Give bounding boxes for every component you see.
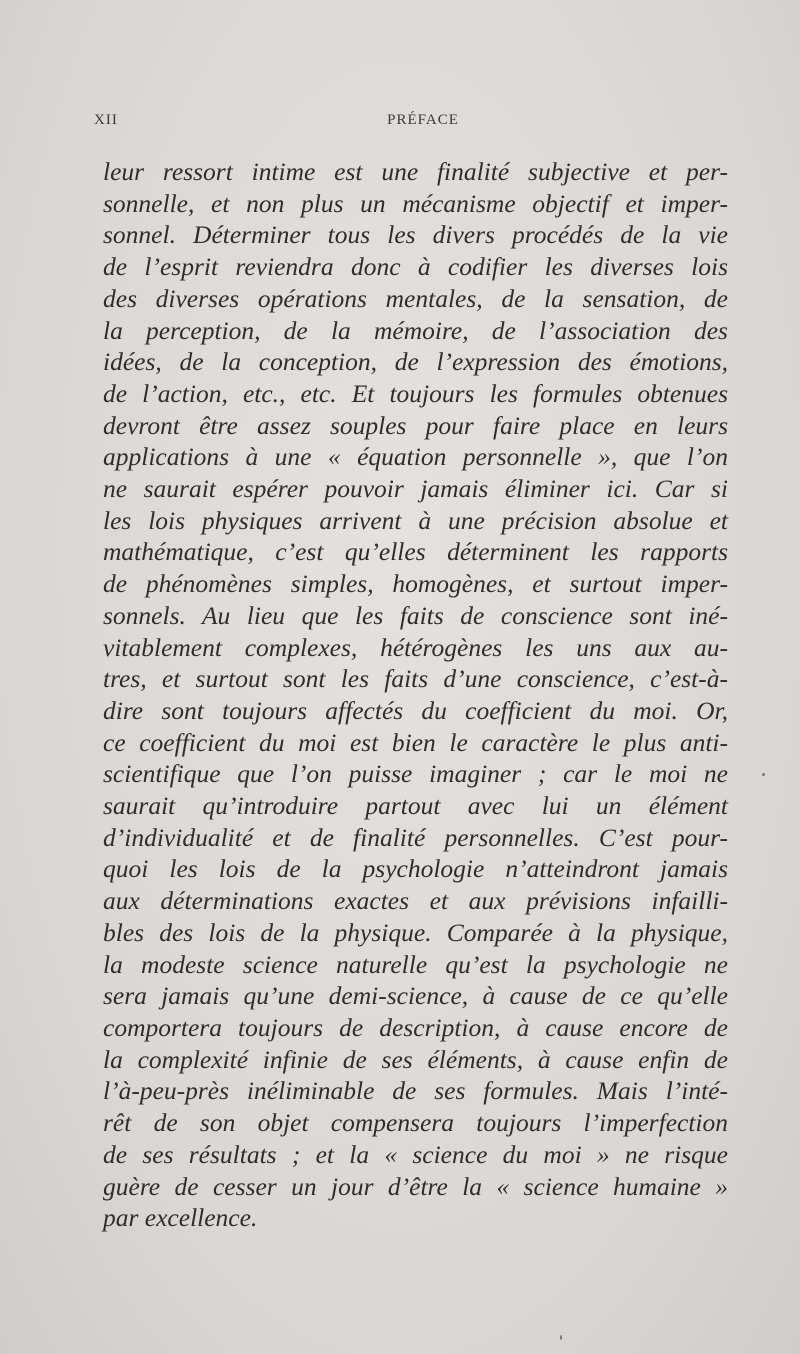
text-line: des diverses opérations mentales, de la sensation, de <box>103 283 728 313</box>
text-line: sonnels. Au lieu que les faits de conscience sont iné- <box>103 600 728 630</box>
text-line: ce coefficient du moi est bien le caractère le plus anti- <box>103 727 728 757</box>
text-line: de phénomènes simples, homogènes, et surtout imper- <box>103 569 728 599</box>
text-line: scientifique que l’on puisse imaginer ; car le moi ne <box>103 759 728 789</box>
text-line: ne saurait espérer pouvoir jamais éliminer ici. Car si <box>103 474 728 504</box>
paper-speck <box>762 773 765 776</box>
text-line: saurait qu’introduire partout avec lui un élément <box>103 791 728 821</box>
text-line: d’individualité et de finalité personnelles. C’est pour- <box>103 822 728 852</box>
text-line: les lois physiques arrivent à une précision absolue et <box>103 505 728 535</box>
text-line: sera jamais qu’une demi-science, à cause de ce qu’elle <box>103 981 728 1011</box>
text-line: comportera toujours de description, à cause encore de <box>103 1012 728 1042</box>
text-line: applications à une « équation personnelle », que l’on <box>103 442 728 472</box>
text-line: bles des lois de la physique. Comparée à la physique, <box>103 917 728 947</box>
text-line: sonnel. Déterminer tous les divers procédés de la vie <box>103 220 728 250</box>
text-line: la modeste science naturelle qu’est la psychologie ne <box>103 949 728 979</box>
running-title: PRÉFACE <box>387 112 459 128</box>
text-line: aux déterminations exactes et aux prévisions infailli- <box>103 886 728 916</box>
text-line: idées, de la conception, de l’expression des émotions, <box>103 347 728 377</box>
text-line: par excellence. <box>103 1203 258 1233</box>
text-line: rêt de son objet compensera toujours l’imperfection <box>103 1108 728 1138</box>
body-paragraph <box>103 156 728 1234</box>
page-number: XII <box>94 112 118 128</box>
text-line: de l’esprit reviendra donc à codifier les diverses lois <box>103 252 728 282</box>
text-line: de l’action, etc., etc. Et toujours les formules obtenues <box>103 378 728 408</box>
text-line: devront être assez souples pour faire place en leurs <box>103 410 728 440</box>
text-line: l’à-peu-près inéliminable de ses formules. Mais l’inté- <box>103 1076 728 1106</box>
text-line: leur ressort intime est une finalité subjective et per- <box>103 157 728 186</box>
text-line: vitablement complexes, hétérogènes les uns aux au- <box>103 632 728 662</box>
text-line: la complexité infinie de ses éléments, à cause enfin de <box>103 1044 728 1074</box>
text-line: quoi les lois de la psychologie n’atteindront jamais <box>103 854 728 884</box>
text-line: sonnelle, et non plus un mécanisme objectif et imper- <box>103 188 728 218</box>
text-line: guère de cesser un jour d’être la « science humaine » <box>103 1171 728 1201</box>
text-line: tres, et surtout sont les faits d’une conscience, c’est-à- <box>103 664 728 694</box>
text-line: de ses résultats ; et la « science du moi » ne risque <box>103 1139 728 1169</box>
text-line: la perception, de la mémoire, de l’association des <box>103 315 728 345</box>
paper-speck <box>560 1335 562 1340</box>
text-line: dire sont toujours affectés du coefficient du moi. Or, <box>103 695 728 725</box>
text-line: mathématique, c’est qu’elles déterminent les rapports <box>103 537 728 567</box>
